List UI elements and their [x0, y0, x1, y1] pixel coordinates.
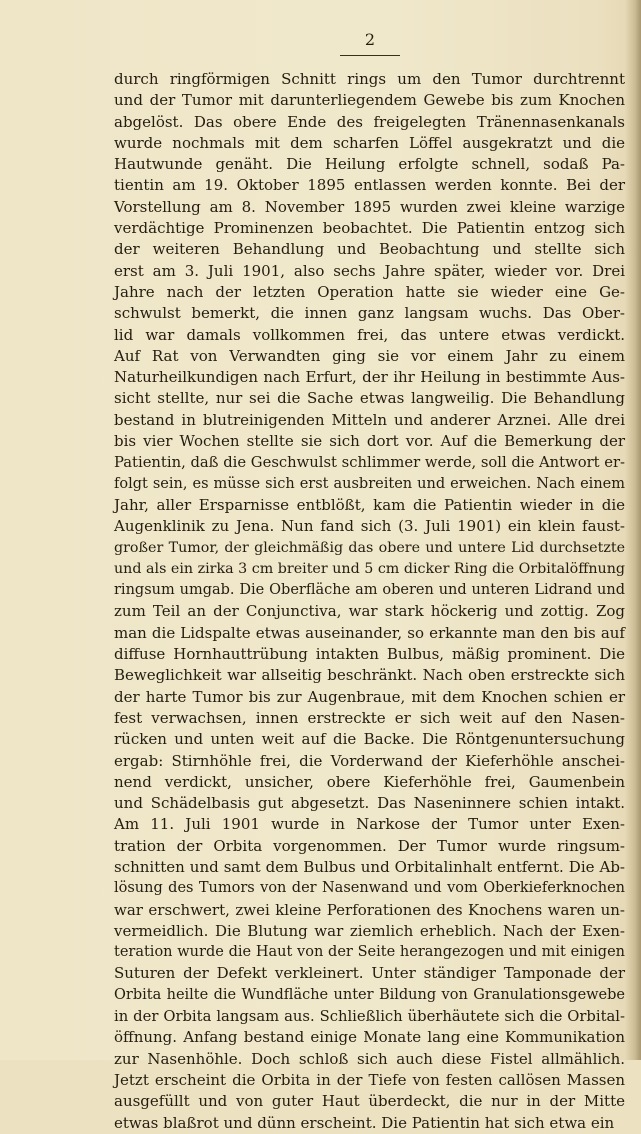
- text-line: nend verdickt, unsicher, obere Kieferhöhle frei, Gaumenbein: [114, 772, 625, 791]
- page-number: 2: [364, 30, 376, 49]
- text-line: tientin am 19. Oktober 1895 entlassen werden konnte. Bei der: [114, 176, 625, 195]
- text-line: bestand in blutreinigenden Mitteln und anderer Arznei. Alle drei: [114, 410, 625, 429]
- text-line: der harte Tumor bis zur Augenbraue, mit dem Knochen schien er: [114, 687, 625, 706]
- text-line: Suturen der Defekt verkleinert. Unter ständiger Tamponade der: [114, 964, 625, 983]
- body-text: [114, 69, 625, 1134]
- text-line: Beweglichkeit war allseitig beschränkt. Nach oben erstreckte sich: [114, 666, 625, 685]
- text-line: ringsum umgab. Die Oberfläche am oberen und unteren Lidrand und: [114, 582, 625, 599]
- text-line: sicht stellte, nur sei die Sache etwas langweilig. Die Behandlung: [114, 389, 625, 408]
- text-line: erst am 3. Juli 1901, also sechs Jahre später, wieder vor. Drei: [114, 261, 625, 280]
- text-line: Hautwunde genäht. Die Heilung erfolgte schnell, sodaß Pa-: [114, 155, 625, 174]
- text-line: fest verwachsen, innen erstreckte er sich weit auf den Nasen-: [114, 708, 625, 727]
- text-line: abgelöst. Das obere Ende des freigelegten Tränennasenkanals: [114, 112, 625, 131]
- text-line: Vorstellung am 8. November 1895 wurden zwei kleine warzige: [114, 197, 625, 216]
- text-line: Jahr, aller Ersparnisse entblößt, kam die Patientin wieder in die: [114, 495, 625, 514]
- text-line: durch ringförmigen Schnitt rings um den Tumor durchtrennt: [114, 70, 625, 88]
- text-line: in der Orbita langsam aus. Schließlich überhäutete sich die Orbital-: [114, 1008, 625, 1026]
- text-line: der weiteren Behandlung und Beobachtung und stellte sich: [114, 240, 625, 259]
- text-line: vermeidlich. Die Blutung war ziemlich erheblich. Nach der Exen-: [114, 921, 625, 940]
- text-line: diffuse Hornhauttrübung intakten Bulbus, mäßig prominent. Die: [114, 645, 625, 664]
- text-line: großer Tumor, der gleichmäßig das obere und untere Lid durchsetzte: [114, 539, 625, 556]
- text-line: öffnung. Anfang bestand einige Monate lang eine Kommunikation: [114, 1028, 625, 1047]
- text-line: Augenklinik zu Jena. Nun fand sich (3. Juli 1901) ein klein faust-: [114, 517, 625, 536]
- text-line: bis vier Wochen stellte sie sich dort vor. Auf die Bemerkung der: [114, 432, 625, 451]
- page-number-rule: [340, 55, 400, 56]
- text-line: etwas blaßrot und dünn erscheint. Die Patientin hat sich etwa ein: [114, 1113, 615, 1132]
- text-line: Jetzt erscheint die Orbita in der Tiefe von festen callösen Massen: [114, 1070, 625, 1089]
- text-line: und Schädelbasis gut abgesetzt. Das Naseninnere schien intakt.: [114, 794, 625, 813]
- text-line: tration der Orbita vorgenommen. Der Tumor wurde ringsum-: [114, 836, 625, 855]
- text-line: schnitten und samt dem Bulbus und Orbitalinhalt entfernt. Die Ab-: [114, 857, 625, 876]
- text-line: lösung des Tumors von der Nasenwand und vom Oberkieferknochen: [114, 880, 625, 897]
- text-line: und als ein zirka 3 cm breiter und 5 cm dicker Ring die Orbitalöffnung: [114, 560, 625, 577]
- text-line: zum Teil an der Conjunctiva, war stark höckerig und zottig. Zog: [114, 602, 625, 621]
- text-line: Am 11. Juli 1901 wurde in Narkose der Tumor unter Exen-: [114, 815, 625, 834]
- text-line: lid war damals vollkommen frei, das untere etwas verdickt.: [114, 325, 625, 344]
- text-line: teration wurde die Haut von der Seite herangezogen und mit einigen: [114, 944, 625, 961]
- text-line: ausgefüllt und von guter Haut überdeckt, die nur in der Mitte: [114, 1092, 625, 1111]
- text-line: rücken und unten weit auf die Backe. Die Röntgenuntersuchung: [114, 730, 625, 749]
- text-line: war erschwert, zwei kleine Perforationen des Knochens waren un-: [114, 900, 625, 919]
- text-line: und der Tumor mit darunterliegendem Gewebe bis zum Knochen: [114, 91, 625, 110]
- text-line: man die Lidspalte etwas auseinander, so erkannte man den bis auf: [114, 623, 625, 642]
- text-line: schwulst bemerkt, die innen ganz langsam wuchs. Das Ober-: [114, 304, 625, 323]
- text-line: Jahre nach der letzten Operation hatte sie wieder eine Ge-: [114, 282, 625, 301]
- text-line: folgt sein, es müsse sich erst ausbreiten und erweichen. Nach einem: [114, 475, 625, 492]
- text-line: Auf Rat von Verwandten ging sie vor einem Jahr zu einem: [114, 346, 625, 365]
- text-line: ergab: Stirnhöhle frei, die Vorderwand der Kieferhöhle anschei-: [114, 751, 625, 770]
- text-line: wurde nochmals mit dem scharfen Löffel ausgekratzt und die: [114, 133, 625, 152]
- text-line: Patientin, daß die Geschwulst schlimmer werde, soll die Antwort er-: [114, 454, 625, 472]
- text-line: Orbita heilte die Wundfläche unter Bildung von Granulationsgewebe: [114, 986, 625, 1003]
- text-line: zur Nasenhöhle. Doch schloß sich auch diese Fistel allmählich.: [114, 1049, 625, 1068]
- text-line: verdächtige Prominenzen beobachtet. Die Patientin entzog sich: [114, 219, 625, 238]
- text-line: Naturheilkundigen nach Erfurt, der ihr Heilung in bestimmte Aus-: [114, 368, 625, 387]
- page-edge-shadow: [625, 0, 641, 1060]
